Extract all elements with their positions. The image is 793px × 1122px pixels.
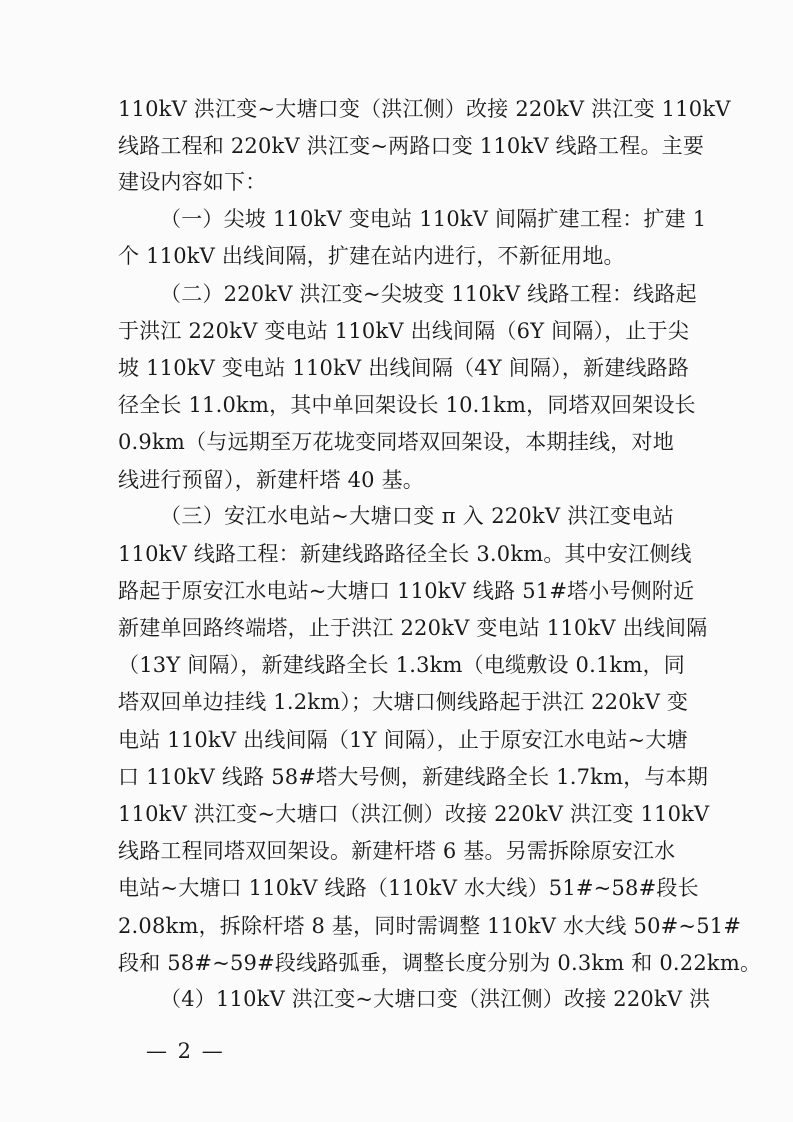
section-three-line: 路起于原安江水电站~大塘口 110kV 线路 51#塔小号侧附近 [118,579,695,603]
section-three-line: 口 110kV 线路 58#塔大号侧，新建线路全长 1.7km，与本期 [118,765,709,789]
body-text-line: 建设内容如下： [118,170,267,194]
section-two-line: （二）220kV 洪江变~尖坡变 110kV 线路工程：线路起 [160,282,697,306]
section-one-line: 个 110kV 出线间隔，扩建在站内进行，不新征用地。 [118,244,625,268]
section-three-line: 段和 58#~59#段线路弧垂，调整长度分别为 0.3km 和 0.22km。 [118,951,762,975]
section-three-line: 线路工程同塔双回架设。新建杆塔 6 基。另需拆除原安江水 [118,839,676,863]
page-number: — 2 — [146,1039,225,1063]
section-three-line: 新建单回路终端塔，止于洪江 220kV 变电站 110kV 出线间隔 [118,616,708,640]
section-two-line: 0.9km（与远期至万花垅变同塔双回架设，本期挂线，对地 [118,430,674,454]
body-text-line: 110kV 洪江变~大塘口变（洪江侧）改接 220kV 洪江变 110kV [118,97,731,121]
section-three-line: 电站~大塘口 110kV 线路（110kV 水大线）51#~58#段长 [118,876,699,900]
section-one-line: （一）尖坡 110kV 变电站 110kV 间隔扩建工程：扩建 1 [160,207,707,231]
section-three-line: 110kV 线路工程：新建线路路径全长 3.0km。其中安江侧线 [118,542,692,566]
section-three-line: 2.08km，拆除杆塔 8 基，同时需调整 110kV 水大线 50#~51# [118,914,742,938]
body-text-line: 线路工程和 220kV 洪江变~两路口变 110kV 线路工程。主要 [118,134,705,158]
section-two-line: 径全长 11.0km，其中单回架设长 10.1km，同塔双回架设长 [118,393,696,417]
section-three-line: （三）安江水电站~大塘口变 π 入 220kV 洪江变电站 [160,504,674,528]
section-two-line: 于洪江 220kV 变电站 110kV 出线间隔（6Y 间隔），止于尖 [118,319,690,343]
section-three-line: 电站 110kV 出线间隔（1Y 间隔），止于原安江水电站~大塘 [118,728,688,752]
section-three-line: 塔双回单边挂线 1.2km）；大塘口侧线路起于洪江 220kV 变 [118,690,689,714]
section-four-line: （4）110kV 洪江变~大塘口变（洪江侧）改接 220kV 洪 [160,987,711,1011]
section-two-line: 线进行预留），新建杆塔 40 基。 [118,468,424,492]
section-two-line: 坡 110kV 变电站 110kV 出线间隔（4Y 间隔），新建线路路 [118,356,690,380]
section-three-line: 110kV 洪江变~大塘口（洪江侧）改接 220kV 洪江变 110kV [118,802,710,826]
section-three-line: （13Y 间隔），新建线路全长 1.3km（电缆敷设 0.1km，同 [118,653,685,677]
